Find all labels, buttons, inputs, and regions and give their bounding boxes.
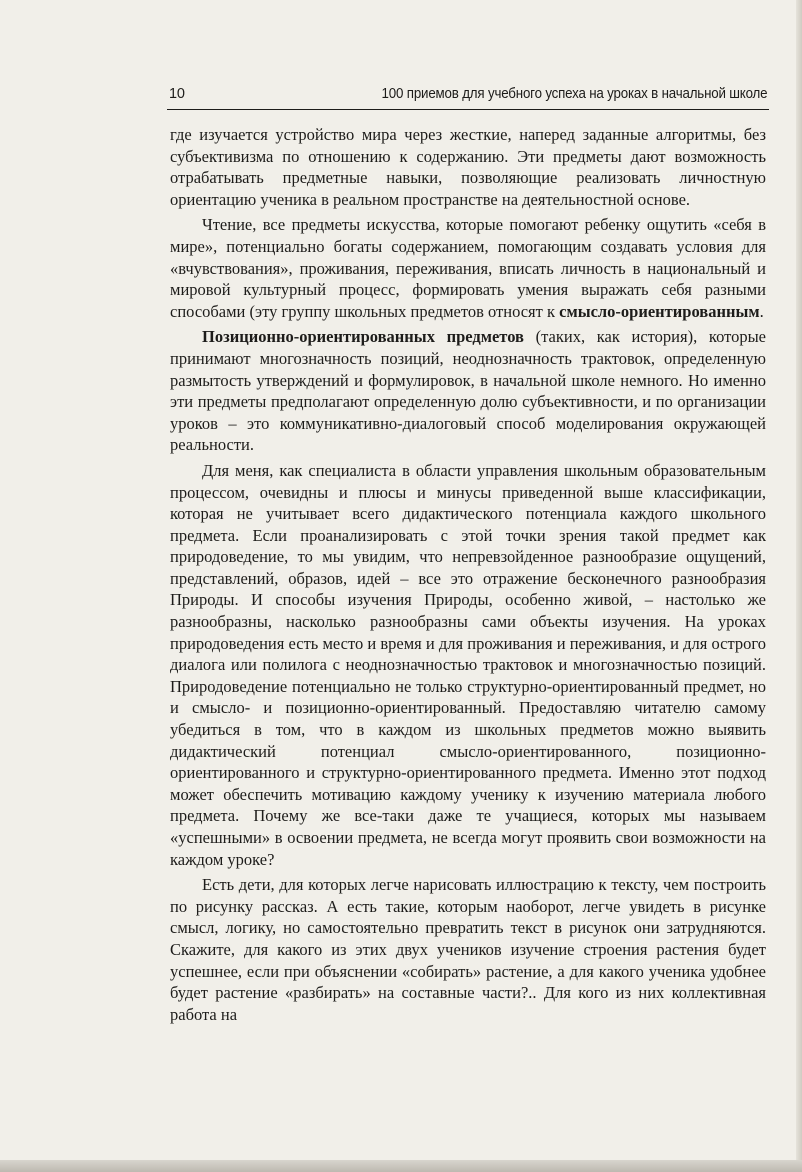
paragraph-3-text: (таких, как история), которые принимают многозначность позиций, неоднозначность трактовок, определенную размытость утверждений и формулировок, в начальной школе немного. Но именно эти предметы предполагают определенную долю субъективности, и по организации уроков – это коммуникативно-диалоговый способ моделирования окружающей реальности. xyxy=(170,327,766,455)
body-text xyxy=(170,124,766,1025)
page-edge-shadow xyxy=(796,0,802,1172)
paragraph-2 xyxy=(170,214,766,322)
header-rule xyxy=(167,109,769,110)
paragraph-5-text: Есть дети, для которых легче нарисовать иллюстрацию к тексту, чем построить по рисунку рассказ. А есть такие, которым наоборот, легче увидеть в рисунке смысл, логику, но самостоятельно превратить текст в рисунок они затрудняются. Скажите, для какого из этих двух учеников изучение строения растения будет успешнее, если при объяснении «собирать» растение, а для какого ученика удобнее будет растение «разбирать» на составные части?.. Для кого из них коллективная работа на xyxy=(170,875,766,1024)
paragraph-4 xyxy=(170,460,766,870)
paragraph-2-bold-term: смысло-ориентированным xyxy=(559,301,760,321)
paragraph-1-text: где изучается устройство мира через жесткие, наперед заданные алгоритмы, без субъективизма по отношению к содержанию. Эти предметы дают возможность отрабатывать предметные навыки, позволяющие реализовать личностную ориентацию ученика в реальном пространстве на деятельностной основе. xyxy=(170,125,766,209)
paragraph-3-bold-term: Позиционно-ориентированных предметов xyxy=(202,327,524,347)
paragraph-1 xyxy=(170,124,766,210)
running-title: 100 приемов для учебного успеха на уроках в начальной школе xyxy=(381,86,767,102)
paragraph-3 xyxy=(170,326,766,456)
page-bottom-edge xyxy=(0,1160,802,1172)
paragraph-4-text: Для меня, как специалиста в области управления школьным образовательным процессом, очевидны и плюсы и минусы приведенной выше классификации, которая не учитывает всего дидактического потенциала каждого школьного предмета. Если проанализировать с этой точки зрения такой предмет как природоведение, то мы увидим, что непревзойденное разнообразие ощущений, представлений, образов, идей – все это отражение бесконечного разнообразия Природы. И способы изучения Природы, особенно живой, – настолько же разнообразны, насколько разнообразны сами объекты изучения. На уроках природоведения есть место и время и для проживания и переживания, и для острого диалога или полилога с неоднозначностью трактовок и многозначностью позиций. Природоведение потенциально не только структурно-ориентированный предмет, но и смысло- и позиционно-ориентированный. Предоставляю читателю самому убедиться в том, что в каждом из школьных предметов можно выявить дидактический потенциал смысло-ориентированного, позиционно-ориентированного и структурно-ориентированного предмета. Именно этот подход может обеспечить мотивацию каждому ученику к изучению материала любого предмета. Почему же все-таки даже те учащиеся, которых мы называем «успешными» в освоении предмета, не всегда могут проявить свои возможности на каждом уроке? xyxy=(170,460,766,869)
paragraph-2-end: . xyxy=(759,301,764,321)
running-header xyxy=(167,84,767,106)
page-number: 10 xyxy=(169,86,185,102)
paragraph-5 xyxy=(170,874,766,1025)
paragraph-2-text: Чтение, все предметы искусства, которые помогают ребенку ощутить «себя в мире», потенциально богаты содержанием, помогающим создавать условия для «вчувствования», проживания, переживания, вписать личность в национальный и мировой культурный процесс, формировать умения выражать себя разными способами (эту группу школьных предметов относят к xyxy=(170,215,766,321)
